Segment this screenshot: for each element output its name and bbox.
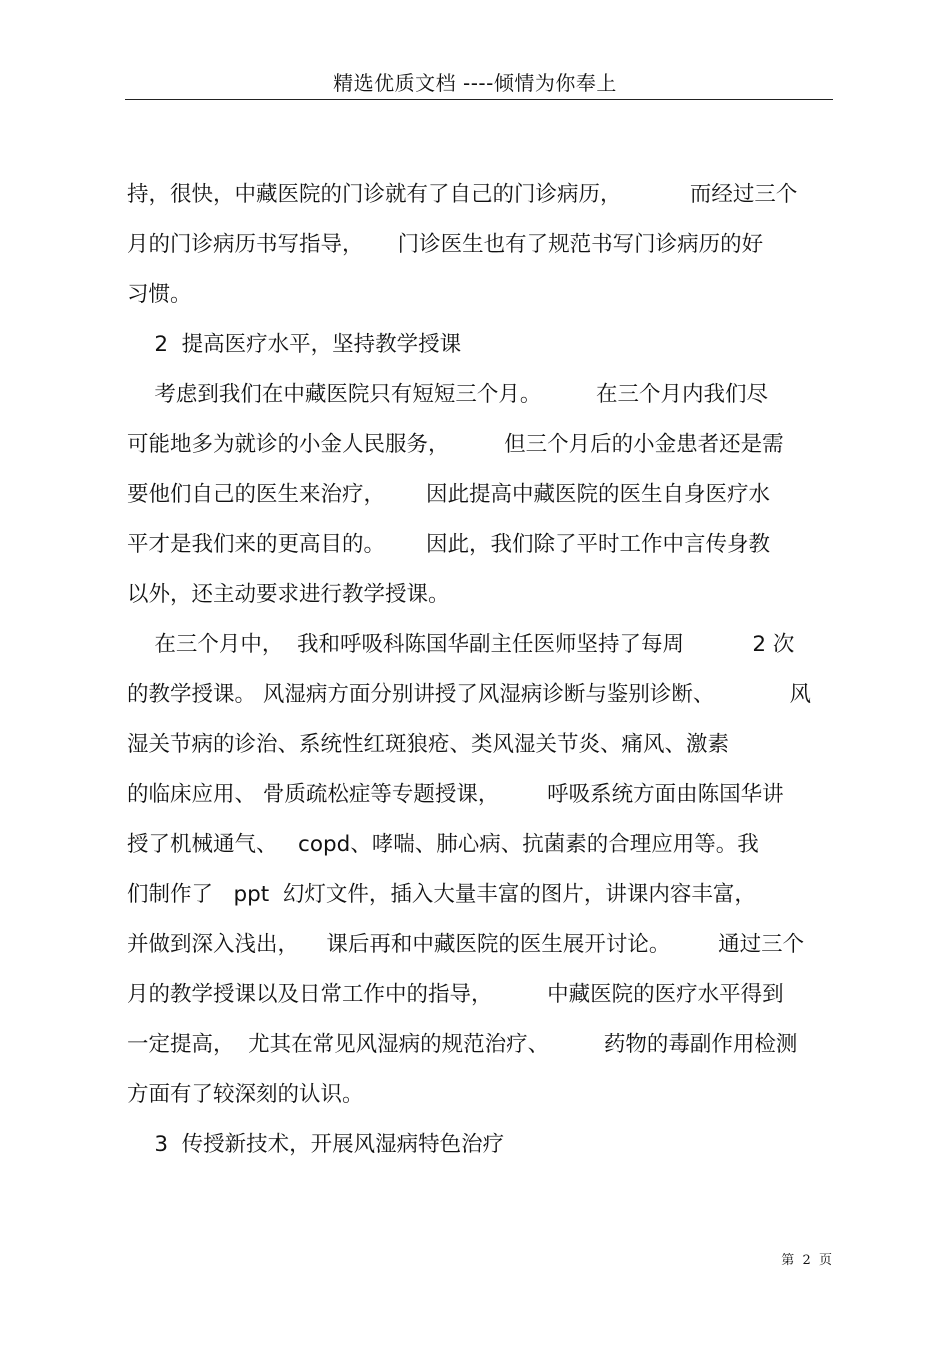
- body-line: 考虑到我们在中藏医院只有短短三个月。 在三个月内我们尽: [127, 382, 769, 407]
- section-heading: 2 提高医疗水平，坚持教学授课: [127, 332, 462, 357]
- body-line: 湿关节病的诊治、系统性红斑狼疮、类风湿关节炎、痛风、激素: [127, 732, 730, 757]
- body-line: 们制作了 ppt 幻灯文件，插入大量丰富的图片，讲课内容丰富，: [127, 882, 756, 907]
- header-divider: [125, 99, 833, 100]
- body-line: 以外，还主动要求进行教学授课。: [127, 582, 450, 607]
- body-line: 月的教学授课以及日常工作中的指导， 中藏医院的医疗水平得到: [127, 982, 784, 1007]
- body-line: 习惯。: [127, 282, 192, 307]
- body-line: 的临床应用、 骨质疏松症等专题授课， 呼吸系统方面由陈国华讲: [127, 782, 784, 807]
- body-line: 一定提高， 尤其在常见风湿病的规范治疗、 药物的毒副作用检测: [127, 1032, 798, 1057]
- body-line: 要他们自己的医生来治疗， 因此提高中藏医院的医生自身医疗水: [127, 482, 771, 507]
- body-line: 持，很快，中藏医院的门诊就有了自己的门诊病历， 而经过三个: [127, 182, 798, 207]
- body-line: 月的门诊病历书写指导， 门诊医生也有了规范书写门诊病历的好: [127, 232, 764, 257]
- body-line: 方面有了较深刻的认识。: [127, 1082, 364, 1107]
- body-line: 授了机械通气、 copd、哮喘、肺心病、抗菌素的合理应用等。我: [127, 832, 759, 857]
- section-heading: 3 传授新技术，开展风湿病特色治疗: [127, 1132, 505, 1157]
- body-line: 在三个月中， 我和呼吸科陈国华副主任医师坚持了每周 2 次: [127, 632, 795, 657]
- page-number: 第 2 页: [781, 1253, 832, 1268]
- body-line: 平才是我们来的更高目的。 因此，我们除了平时工作中言传身教: [127, 532, 771, 557]
- page-header: 精选优质文档 ----倾情为你奉上: [333, 71, 617, 95]
- body-line: 并做到深入浅出， 课后再和中藏医院的医生展开讨论。 通过三个: [127, 932, 805, 957]
- body-line: 可能地多为就诊的小金人民服务， 但三个月后的小金患者还是需: [127, 432, 784, 457]
- body-line: 的教学授课。 风湿病方面分别讲授了风湿病诊断与鉴别诊断、 风: [127, 682, 812, 707]
